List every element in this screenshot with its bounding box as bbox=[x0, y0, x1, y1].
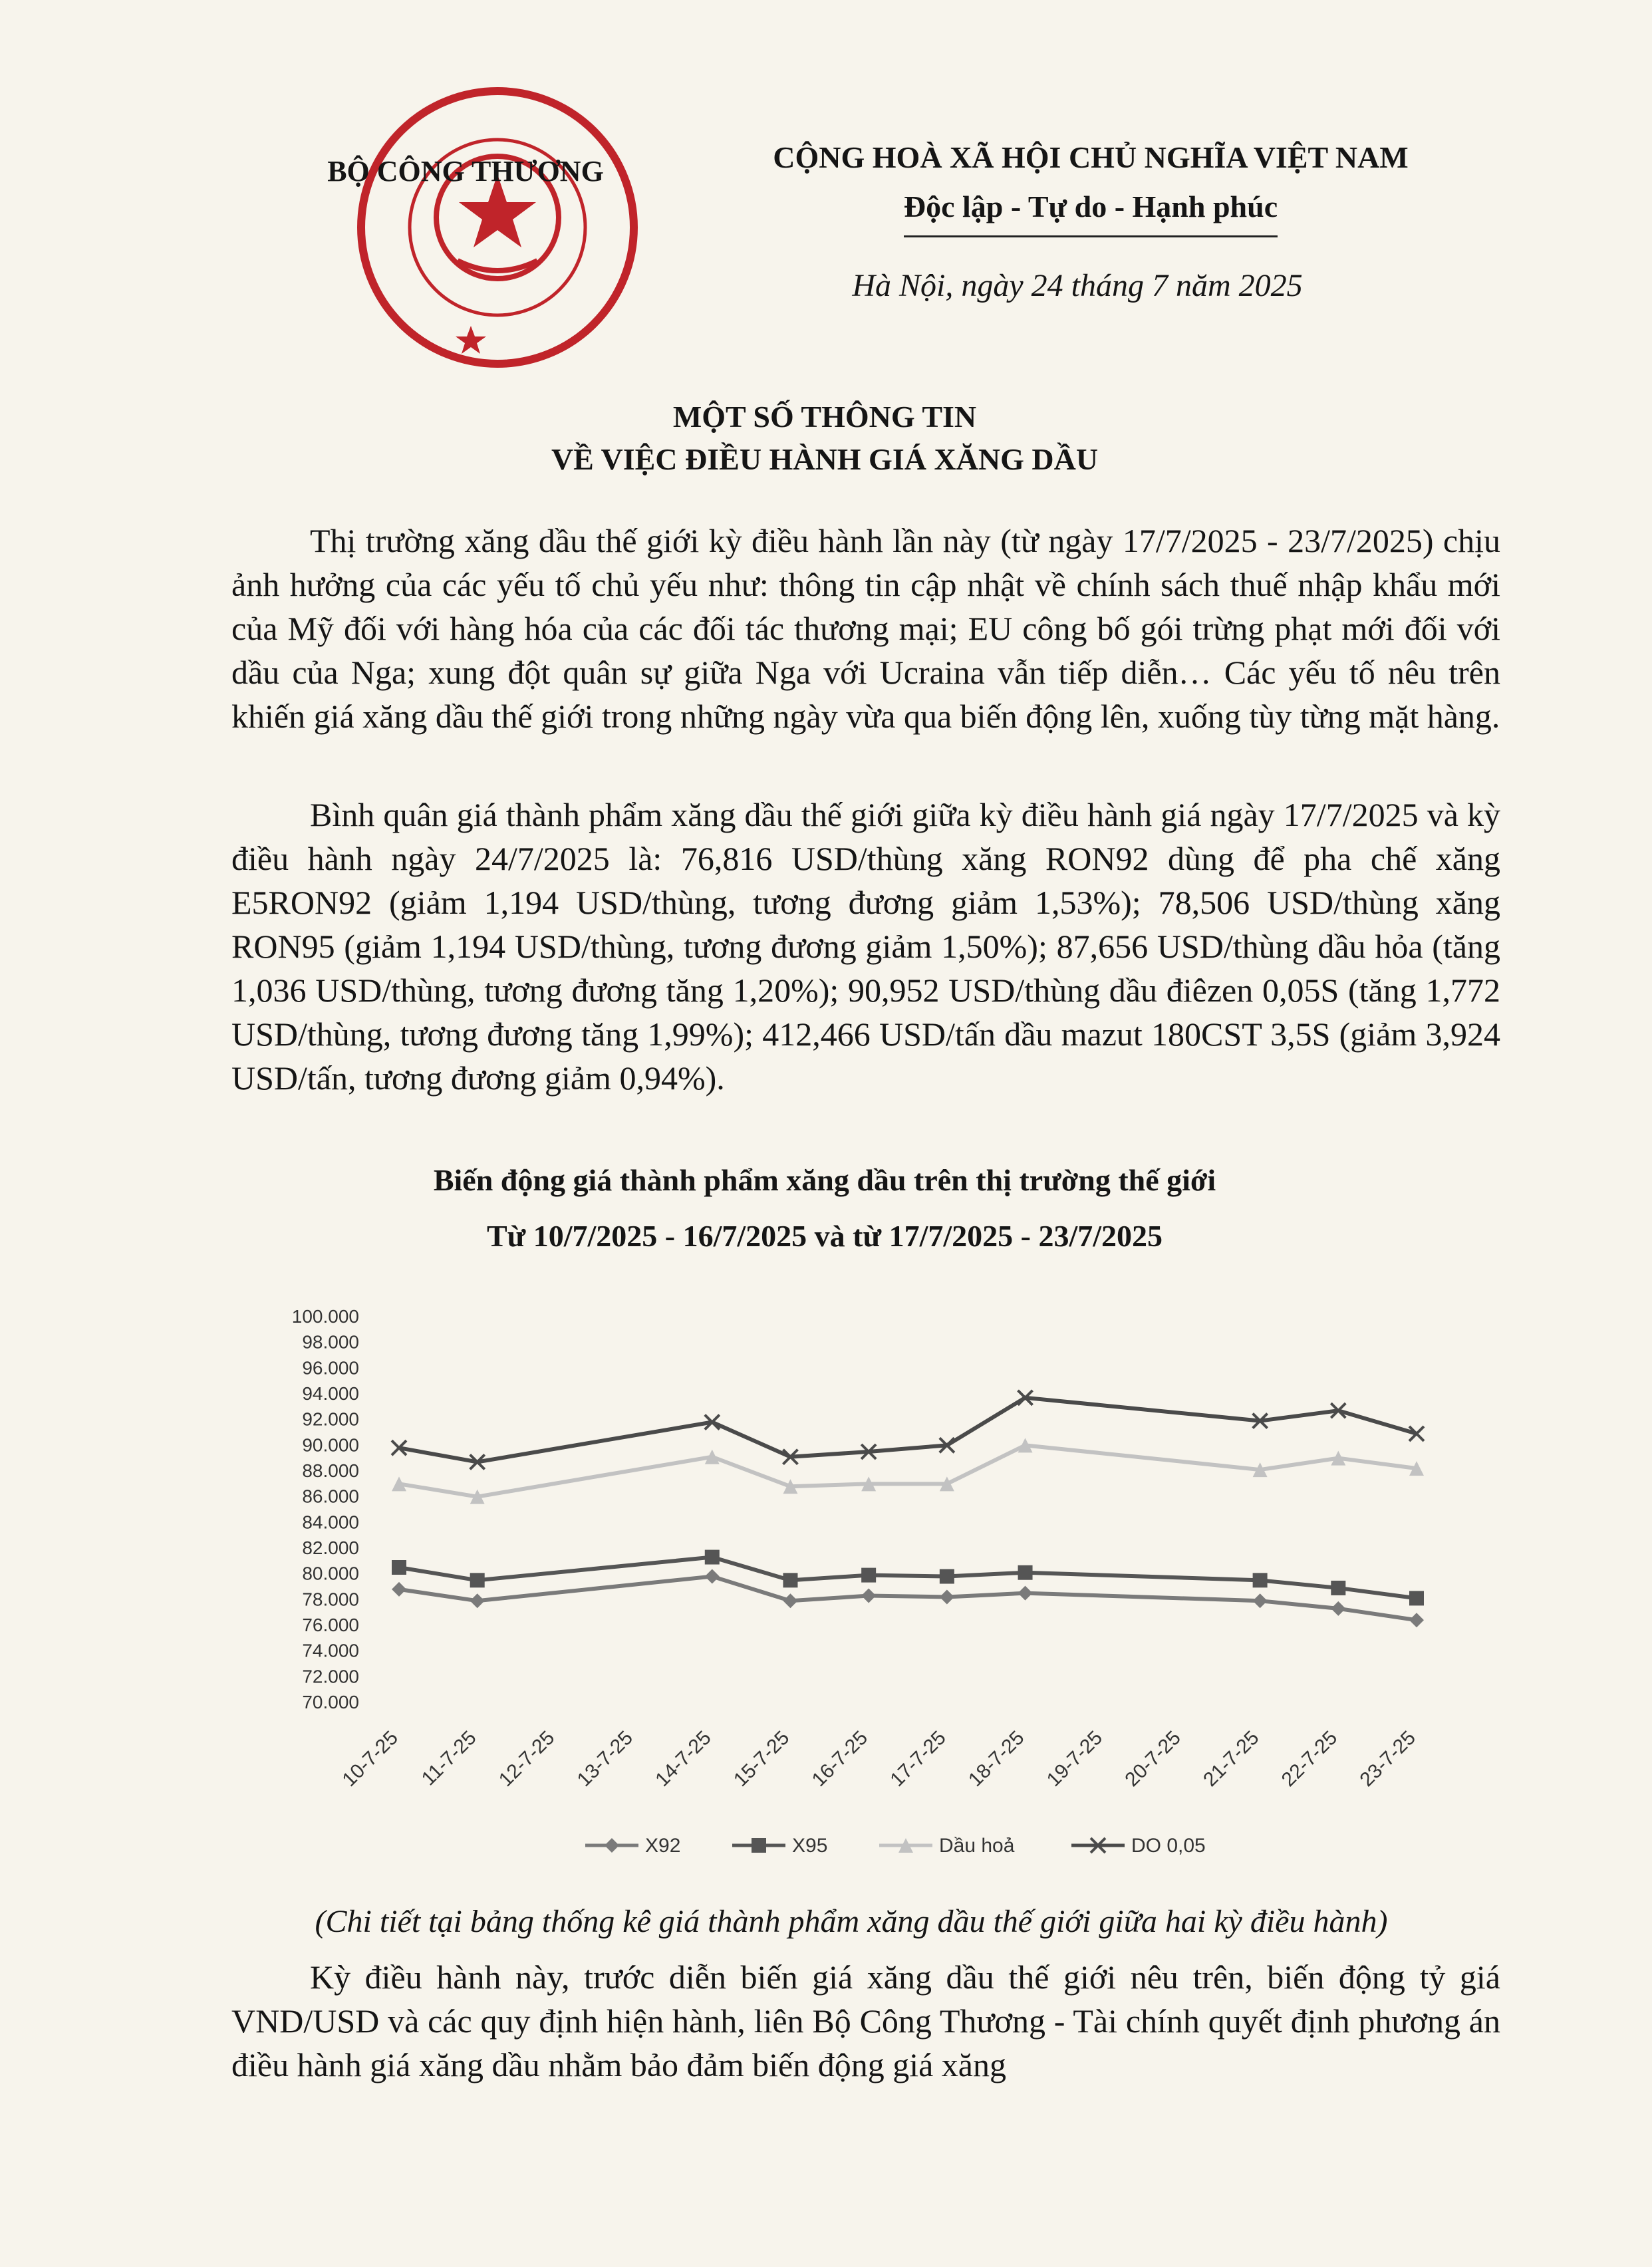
data-point bbox=[1018, 1565, 1033, 1580]
legend-entry bbox=[732, 1835, 827, 1857]
y-tick-label: 72.000 bbox=[302, 1666, 359, 1687]
title-line-1: MỘT SỐ THÔNG TIN bbox=[672, 400, 977, 434]
x-tick-label: 11-7-25 bbox=[417, 1726, 481, 1790]
data-point bbox=[861, 1589, 876, 1603]
x-axis bbox=[338, 1727, 1419, 1791]
y-tick-label: 88.000 bbox=[302, 1460, 359, 1481]
y-tick-label: 94.000 bbox=[302, 1383, 359, 1404]
paragraph-prices: Bình quân giá thành phẩm xăng dầu thế giới giữa kỳ điều hành giá ngày 17/7/2025 và kỳ điều hành ngày 24/7/2025 là: 76,816 USD/thùng xăng RON92 dùng để pha chế xăng E5RON92 (giảm 1,194 USD/thùng, tương đương giảm 1,53%); 78,506 USD/thùng xăng RON95 (giảm 1,194 USD/thùng, tương đương giảm 1,50%); 87,656 USD/thùng dầu hỏa (tăng 1,036 USD/thùng, tương đương tăng 1,20%); 90,952 USD/thùng dầu điêzen 0,05S (tăng 1,772 USD/thùng, tương đương tăng 1,99%); 412,466 USD/tấn dầu mazut 180CST 3,5S (giảm 3,924 USD/tấn, tương đương giảm 0,94%). bbox=[231, 796, 1500, 1097]
data-point bbox=[1331, 1601, 1345, 1616]
y-tick-label: 92.000 bbox=[302, 1408, 359, 1430]
data-point bbox=[1331, 1581, 1345, 1595]
data-point bbox=[752, 1838, 766, 1853]
data-point bbox=[392, 1560, 406, 1575]
y-axis bbox=[292, 1306, 359, 1712]
legend-label: Dầu hoả bbox=[939, 1835, 1015, 1857]
x-tick-label: 17-7-25 bbox=[886, 1726, 950, 1792]
legend-label: X95 bbox=[792, 1835, 828, 1857]
y-tick-label: 90.000 bbox=[302, 1434, 359, 1456]
y-tick-label: 76.000 bbox=[302, 1615, 359, 1635]
document-date: Hà Nội, ngày 24 tháng 7 năm 2025 bbox=[852, 268, 1303, 303]
legend-entry bbox=[879, 1835, 1015, 1857]
data-point bbox=[940, 1569, 954, 1584]
country-name: CỘNG HOÀ XÃ HỘI CHỦ NGHĨA VIỆT NAM bbox=[773, 140, 1409, 174]
data-point bbox=[470, 1593, 485, 1608]
ministry-name: BỘ CÔNG THƯƠNG bbox=[327, 155, 604, 188]
legend-entry bbox=[1071, 1835, 1206, 1857]
x-tick-label: 20-7-25 bbox=[1121, 1726, 1185, 1792]
data-point bbox=[940, 1589, 954, 1604]
y-tick-label: 74.000 bbox=[302, 1640, 359, 1661]
y-tick-label: 100.000 bbox=[291, 1306, 359, 1327]
legend-entry bbox=[585, 1835, 680, 1857]
y-tick-label: 82.000 bbox=[302, 1537, 359, 1558]
y-tick-label: 86.000 bbox=[302, 1486, 359, 1507]
series-diamond bbox=[392, 1569, 1424, 1628]
data-point bbox=[783, 1573, 797, 1587]
national-header bbox=[692, 133, 1490, 237]
document-title bbox=[226, 396, 1423, 481]
x-tick-label: 13-7-25 bbox=[573, 1726, 638, 1792]
data-point bbox=[605, 1838, 619, 1853]
data-point bbox=[861, 1568, 876, 1583]
data-point bbox=[470, 1573, 485, 1587]
paragraph-market: Thị trường xăng dầu thế giới kỳ điều hành lần này (từ ngày 17/7/2025 - 23/7/2025) chịu ảnh hưởng của các yếu tố chủ yếu như: thông tin cập nhật về chính sách thuế nhập khẩu mới của Mỹ đối với hàng hóa của các đối tác thương mại; EU công bố gói trừng phạt mới đối với dầu của Nga; xung đột quân sự giữa Nga với Ucraina vẫn tiếp diễn… Các yếu tố nêu trên khiến giá xăng dầu thế giới trong những ngày vừa qua biến động lên, xuống tùy từng mặt hàng. bbox=[231, 522, 1500, 735]
seal-star-icon bbox=[456, 326, 486, 354]
data-point bbox=[1409, 1613, 1424, 1627]
chart-series bbox=[392, 1391, 1424, 1627]
official-seal bbox=[351, 81, 644, 374]
y-tick-label: 80.000 bbox=[302, 1563, 359, 1584]
chart-title: Biến động giá thành phẩm xăng dầu trên thị trường thế giới bbox=[433, 1163, 1216, 1197]
chart-subtitle: Từ 10/7/2025 - 16/7/2025 và từ 17/7/2025 - 23/7/2025 bbox=[486, 1219, 1163, 1253]
x-tick-label: 18-7-25 bbox=[964, 1726, 1029, 1792]
legend-label: X92 bbox=[645, 1835, 681, 1857]
data-point bbox=[1253, 1593, 1268, 1608]
title-line-2: VỀ VIỆC ĐIỀU HÀNH GIÁ XĂNG DẦU bbox=[551, 442, 1099, 476]
series-x bbox=[392, 1391, 1424, 1470]
x-tick-label: 21-7-25 bbox=[1199, 1726, 1264, 1792]
x-tick-label: 23-7-25 bbox=[1355, 1726, 1420, 1792]
x-tick-label: 14-7-25 bbox=[651, 1726, 716, 1792]
data-point bbox=[705, 1569, 720, 1584]
national-motto: Độc lập - Tự do - Hạnh phúc bbox=[904, 182, 1278, 237]
price-line-chart bbox=[226, 1283, 1476, 1882]
y-tick-label: 84.000 bbox=[302, 1512, 359, 1533]
data-point bbox=[1253, 1573, 1268, 1587]
y-tick-label: 70.000 bbox=[302, 1692, 359, 1712]
data-point bbox=[1409, 1591, 1424, 1605]
data-point bbox=[783, 1593, 797, 1608]
x-tick-label: 12-7-25 bbox=[494, 1726, 559, 1792]
chart-legend bbox=[585, 1835, 1206, 1857]
series-line bbox=[399, 1398, 1417, 1462]
data-point bbox=[392, 1582, 406, 1597]
y-tick-label: 78.000 bbox=[302, 1589, 359, 1610]
x-tick-label: 19-7-25 bbox=[1042, 1726, 1107, 1792]
data-point bbox=[705, 1550, 720, 1565]
paragraph-decision: Kỳ điều hành này, trước diễn biến giá xăng dầu thế giới nêu trên, biến động tỷ giá VND/USD và các quy định hiện hành, liên Bộ Công Thương - Tài chính quyết định phương án điều hành giá xăng dầu nhằm bảo đảm biến động giá xăng bbox=[231, 1958, 1500, 2083]
y-tick-label: 96.000 bbox=[302, 1357, 359, 1379]
x-tick-label: 15-7-25 bbox=[729, 1726, 794, 1792]
chart-caption: (Chi tiết tại bảng thống kê giá thành phẩm xăng dầu thế giới giữa hai kỳ điều hành) bbox=[315, 1904, 1388, 1939]
x-tick-label: 10-7-25 bbox=[338, 1726, 402, 1792]
data-point bbox=[1018, 1586, 1033, 1601]
x-tick-label: 16-7-25 bbox=[807, 1726, 873, 1792]
y-tick-label: 98.000 bbox=[302, 1331, 359, 1353]
x-tick-label: 22-7-25 bbox=[1277, 1726, 1342, 1792]
legend-label: DO 0,05 bbox=[1131, 1835, 1206, 1857]
